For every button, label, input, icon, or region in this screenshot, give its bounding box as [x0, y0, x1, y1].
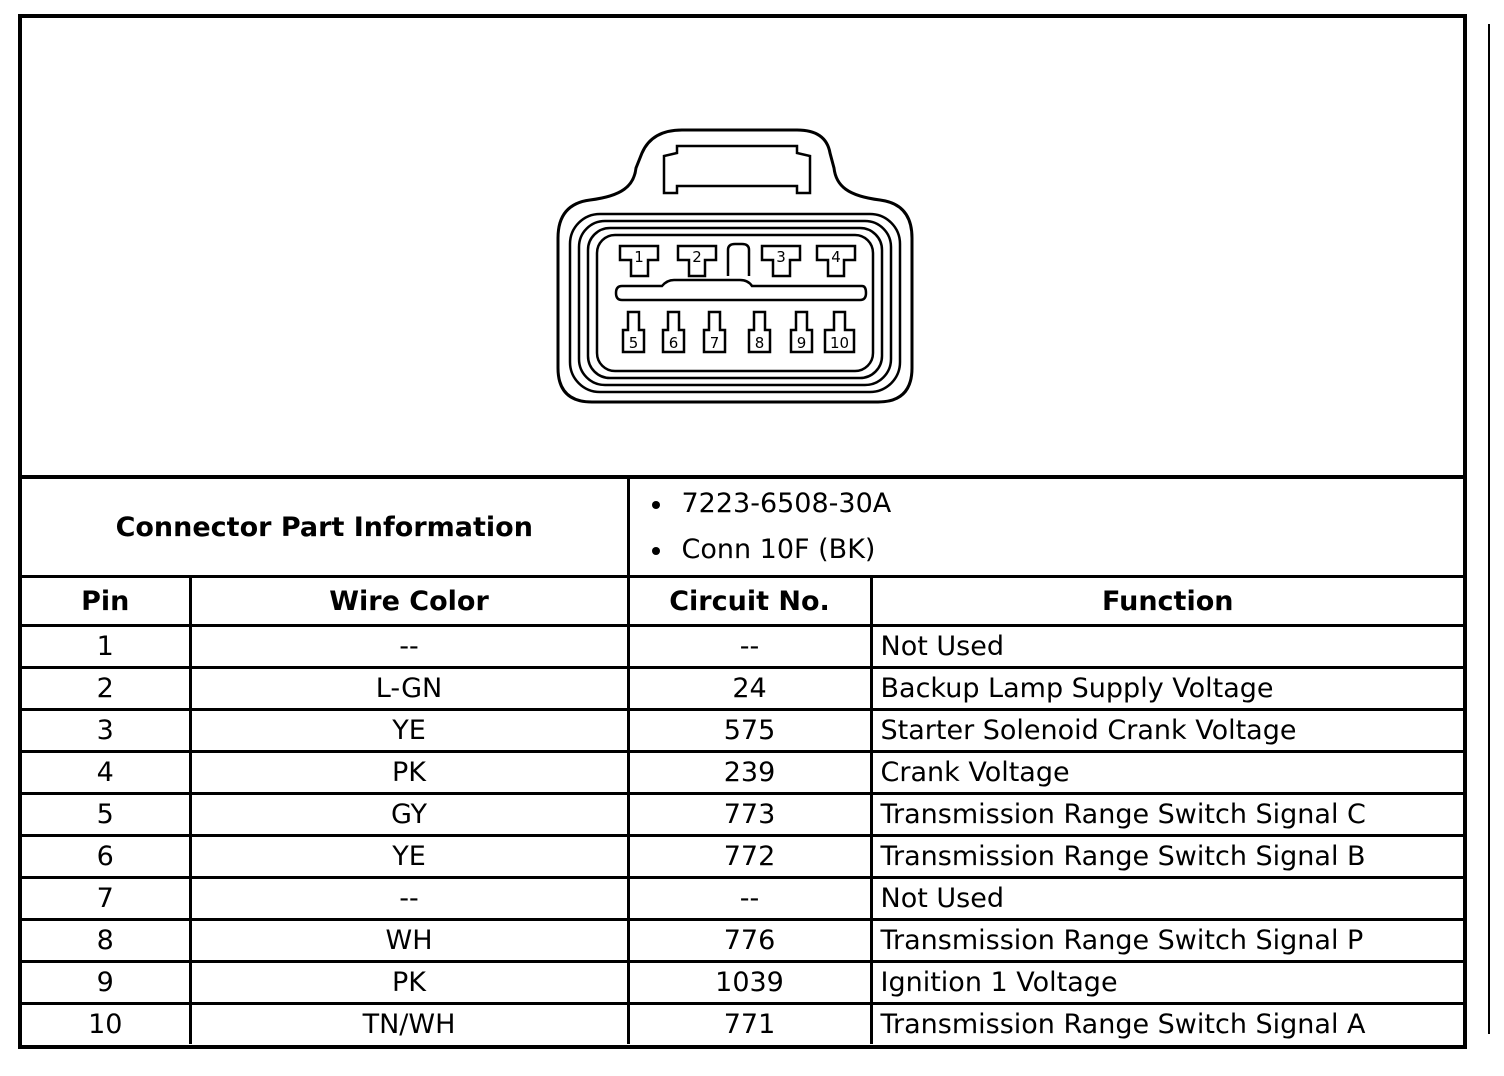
- pin-label-2: 2: [692, 248, 702, 266]
- connector-diagram: [22, 18, 1463, 475]
- function-cell: Starter Solenoid Crank Voltage: [871, 710, 1463, 752]
- circuit-cell: 776: [628, 920, 871, 962]
- pin-label-10: 10: [829, 334, 850, 352]
- table-header-row: [22, 577, 1463, 626]
- page-edge-line: [1488, 24, 1490, 1034]
- circuit-cell: --: [628, 878, 871, 920]
- function-cell: Not Used: [871, 626, 1463, 668]
- wire-color-cell: TN/WH: [190, 1004, 628, 1045]
- pin-cell: 10: [22, 1004, 190, 1045]
- function-cell: Backup Lamp Supply Voltage: [871, 668, 1463, 710]
- pin-label-9: 9: [796, 334, 807, 352]
- table-row: [22, 752, 1463, 794]
- circuit-cell: 24: [628, 668, 871, 710]
- pin-cell: 1: [22, 626, 190, 668]
- pin-label-8: 8: [754, 334, 765, 352]
- function-cell: Transmission Range Switch Signal A: [871, 1004, 1463, 1045]
- connector-description: Conn 10F (BK): [682, 527, 1464, 573]
- wire-color-cell: GY: [190, 794, 628, 836]
- wire-color-cell: PK: [190, 962, 628, 1004]
- table-row: [22, 1004, 1463, 1045]
- header-wire-color: Wire Color: [190, 577, 628, 626]
- connector-face-drawing: [22, 18, 1463, 475]
- latch-outline: [664, 146, 810, 193]
- header-pin: Pin: [22, 577, 190, 626]
- table-row: [22, 710, 1463, 752]
- function-cell: Ignition 1 Voltage: [871, 962, 1463, 1004]
- table-row: [22, 878, 1463, 920]
- pin-cell: 6: [22, 836, 190, 878]
- connector-housing-outline: [558, 130, 912, 402]
- center-rib: [616, 280, 866, 300]
- wire-color-cell: L-GN: [190, 668, 628, 710]
- connector-info-title: Connector Part Information: [22, 477, 628, 577]
- pin-cell: 8: [22, 920, 190, 962]
- wire-color-cell: --: [190, 626, 628, 668]
- circuit-cell: 1039: [628, 962, 871, 1004]
- circuit-cell: 239: [628, 752, 871, 794]
- pin-cell: 4: [22, 752, 190, 794]
- table-row: [22, 794, 1463, 836]
- part-number: 7223-6508-30A: [682, 481, 1464, 527]
- pinout-table: [22, 475, 1463, 1044]
- pin-label-4: 4: [831, 248, 841, 266]
- document-frame: [18, 14, 1467, 1049]
- circuit-cell: --: [628, 626, 871, 668]
- pin-label-7: 7: [709, 334, 720, 352]
- table-row: [22, 920, 1463, 962]
- wire-color-cell: WH: [190, 920, 628, 962]
- function-cell: Crank Voltage: [871, 752, 1463, 794]
- pin-cell: 7: [22, 878, 190, 920]
- table-row: [22, 962, 1463, 1004]
- circuit-cell: 773: [628, 794, 871, 836]
- pin-label-6: 6: [668, 334, 679, 352]
- wire-color-cell: --: [190, 878, 628, 920]
- table-row: [22, 836, 1463, 878]
- table-row: [22, 626, 1463, 668]
- function-cell: Transmission Range Switch Signal B: [871, 836, 1463, 878]
- header-circuit-no: Circuit No.: [628, 577, 871, 626]
- pin-cell: 5: [22, 794, 190, 836]
- pin-label-5: 5: [628, 334, 639, 352]
- wire-color-cell: PK: [190, 752, 628, 794]
- circuit-cell: 772: [628, 836, 871, 878]
- wire-color-cell: YE: [190, 710, 628, 752]
- table-row: [22, 668, 1463, 710]
- connector-info-list: [630, 481, 1464, 573]
- circuit-cell: 771: [628, 1004, 871, 1045]
- function-cell: Transmission Range Switch Signal P: [871, 920, 1463, 962]
- pin-cell: 2: [22, 668, 190, 710]
- header-function: Function: [871, 577, 1463, 626]
- pin-cell: 3: [22, 710, 190, 752]
- connector-info-row: [22, 477, 1463, 577]
- wire-color-cell: YE: [190, 836, 628, 878]
- function-cell: Transmission Range Switch Signal C: [871, 794, 1463, 836]
- pin-label-1: 1: [634, 248, 644, 266]
- pin-label-3: 3: [776, 248, 786, 266]
- function-cell: Not Used: [871, 878, 1463, 920]
- circuit-cell: 575: [628, 710, 871, 752]
- pin-cell: 9: [22, 962, 190, 1004]
- connector-info-cell: [628, 477, 1463, 577]
